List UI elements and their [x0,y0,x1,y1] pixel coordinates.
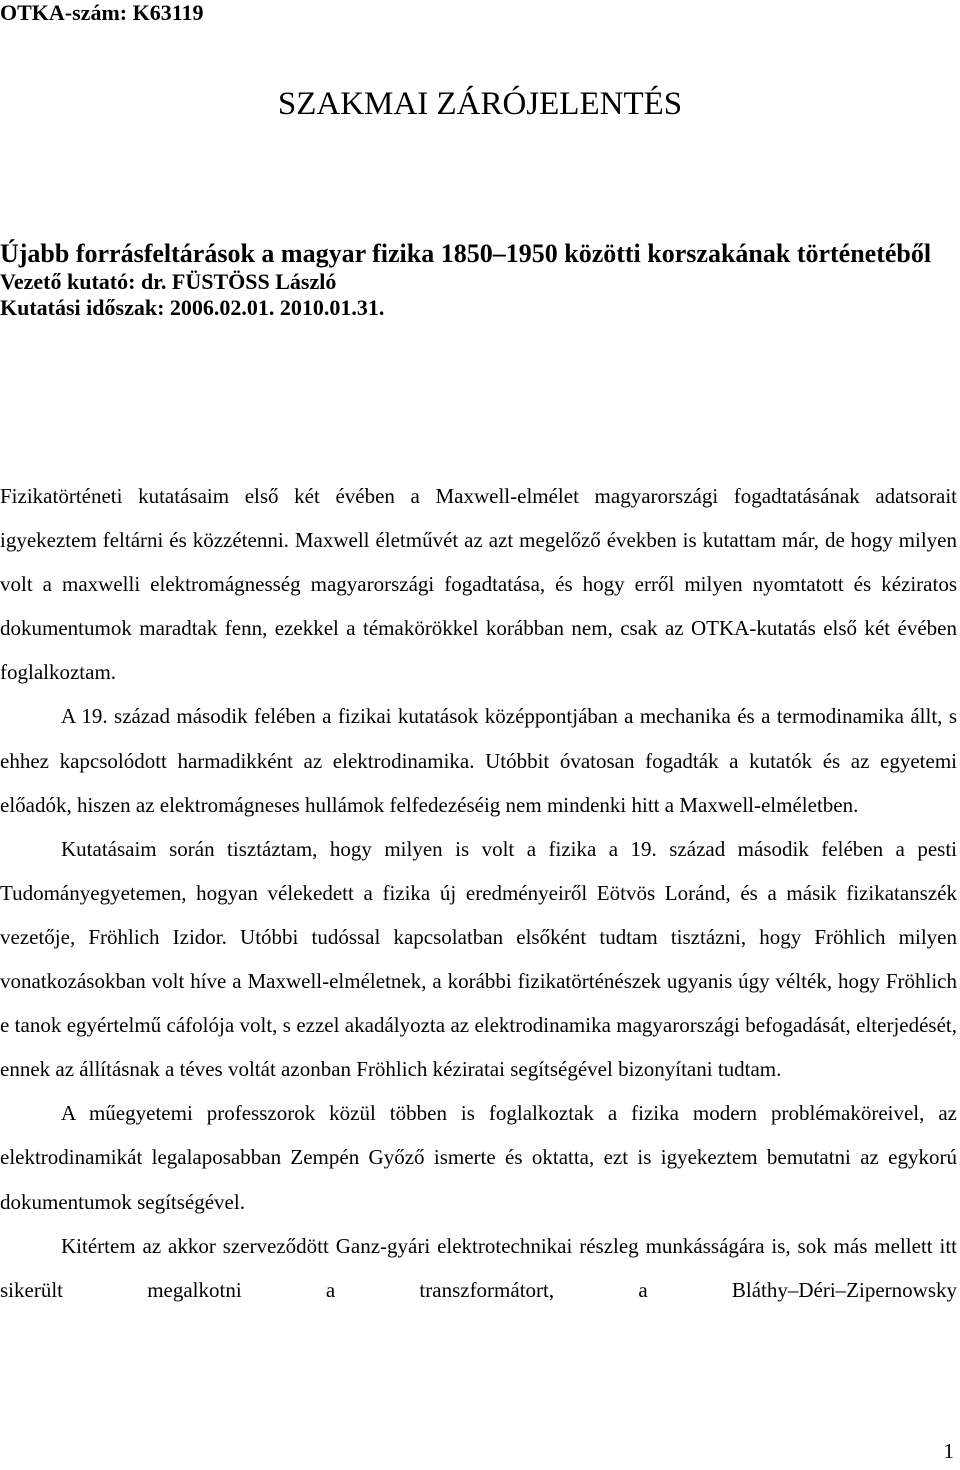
project-info [0,239,940,321]
report-body [0,474,957,1312]
paragraph-university-physics: Kutatásaim során tisztáztam, hogy milyen is volt a fizika a 19. század második felében a pesti Tudományegyetemen, hogyan vélekedett a fizika új eredményeiről Eötvös Loránd, és a másik fizikatanszék vezetője, Fröhlich Izidor. Utóbbi tudóssal kapcsolatban elsőként tudtam tisztázni, hogy Fröhlich milyen vonatkozásokban volt híve a Maxwell-elméletnek, a korábbi fizikatörténészek ugyanis úgy vélték, hogy Fröhlich e tanok egyértelmű cáfolója volt, s ezzel akadályozta az elektrodinamika magyarországi befogadását, elterjedését, ennek az állításnak a téves voltát azonban Fröhlich kéziratai segítségével bizonyítani tudtam. [0,836,957,1082]
research-period: Kutatási időszak: 2006.02.01. 2010.01.31. [0,295,385,320]
project-title: Újabb forrásfeltárások a magyar fizika 1850–1950 közötti korszakának történetéből [0,239,932,268]
project-leader: Vezető kutató: dr. FÜSTÖSS László [0,269,337,294]
paragraph-ganz-factory: Kitértem az akkor szerveződött Ganz-gyári elektrotechnikai részleg munkásságára is, sok más mellett itt sikerült megalkotni a transzformátort, a Bláthy–Déri–Zipernowsky [0,1233,957,1302]
paragraph-19th-century-physics: A 19. század második felében a fizikai kutatások középpontjában a mechanika és a termodinamika állt, s ehhez kapcsolódott harmadikként az elektrodinamika. Utóbbit óvatosan fogadták a kutatók és az egyetemi előadók, hiszen az elektromágneses hullámok felfedezéséig nem mindenki hitt a Maxwell-elméletben. [0,704,957,817]
otka-code: OTKA-szám: K63119 [0,0,204,25]
paragraph-polytechnic-professors: A műegyetemi professzorok közül többen is foglalkoztak a fizika modern problémaköreivel, az elektrodinamikát legalaposabban Zempén Győző ismerte és oktatta, ezt is igyekeztem bemutatni az egykorú dokumentumok segítségével. [0,1101,957,1214]
paragraph-maxwell-reception: Fizikatörténeti kutatásaim első két évében a Maxwell-elmélet magyarországi fogadtatásának adatsorait igyekeztem feltárni és közzétenni. Maxwell életművét az azt megelőző években is kutattam már, de hogy milyen volt a maxwelli elektromágnesség magyarországi fogadtatása, és hogy erről milyen nyomtatott és kéziratos dokumentumok maradtak fenn, ezekkel a témakörökkel korábban nem, csak az OTKA-kutatás első két évében foglalkoztam. [0,484,957,685]
page-title: SZAKMAI ZÁRÓJELENTÉS [277,86,683,122]
page-number: 1 [943,1439,954,1463]
